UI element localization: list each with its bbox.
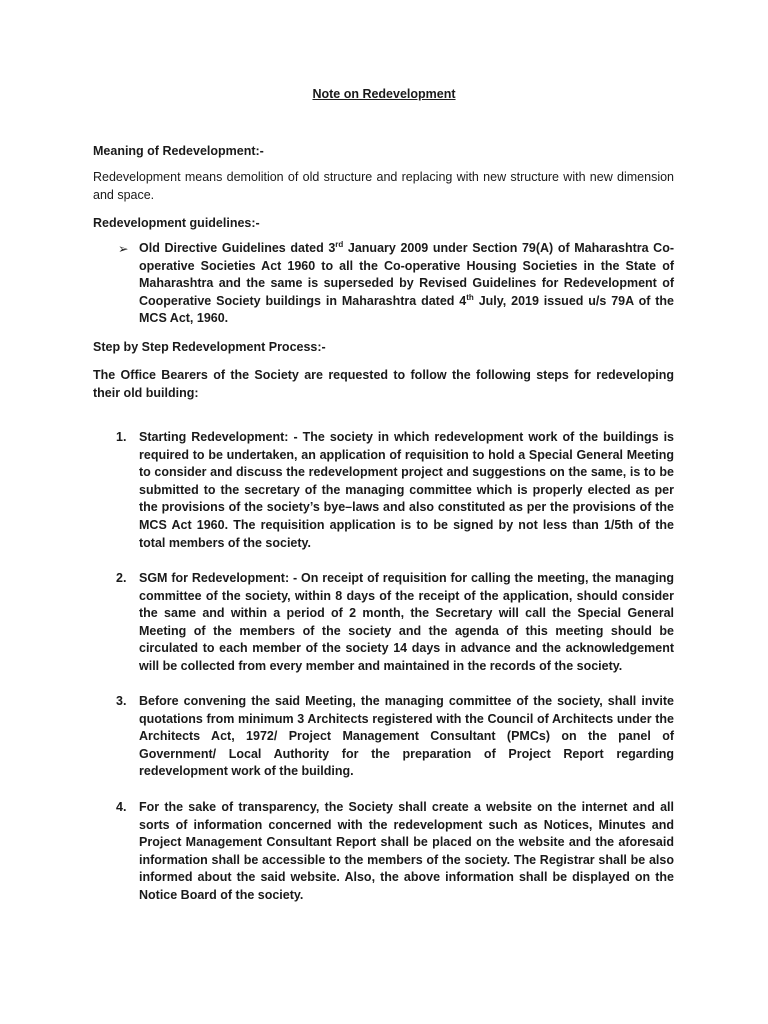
guideline-superscript: th [466,292,474,302]
meaning-heading: Meaning of Redevelopment:- [93,144,264,158]
guidelines-heading: Redevelopment guidelines:- [93,216,260,230]
steps-intro-paragraph: The Office Bearers of the Society are requested to follow the following steps for redeveloping their old building: [93,368,674,400]
list-item [139,429,674,552]
guideline-text-part: July, 2019 issued u/s 79A of the MCS Act, 1960. [139,293,674,326]
guideline-text-part: January 2009 under Section 79(A) of Maharashtra Co-operative Societies Act 1960 to all the Co-operative Housing Societies in the State of Maharashtra and the same is superseded by Revised Guidelines for Redevelopment of Cooperative Society buildings in Maharashtra dated 4 [139,241,674,308]
meaning-paragraph: Redevelopment means demolition of old structure and replacing with new structure with new dimension and space. [93,170,674,202]
list-item [139,693,674,781]
page-title: Note on Redevelopment [312,87,456,101]
list-item-number: 3. [116,694,127,708]
steps-heading: Step by Step Redevelopment Process:- [93,340,326,354]
guideline-paragraph [139,240,674,328]
list-item-text: For the sake of transparency, the Society shall create a website on the internet and all sorts of information concerned with the redevelopment such as Notices, Minutes and Project Management Consultant Report shall be placed on the website and the aforesaid information shall be accessible to the members of the society. The Registrar shall be also informed about the said website. Also, the above information shall be displayed on the Notice Board of the society. [139,800,674,902]
guideline-text-part: Old Directive Guidelines dated 3 [139,241,336,255]
list-item-lead: SGM for Redevelopment: [139,571,290,585]
bullet-arrow-icon: ➢ [118,242,129,256]
list-item [139,570,674,676]
guideline-superscript: rd [335,239,344,249]
list-item [139,799,674,905]
list-item-text: - On receipt of requisition for calling the meeting, the managing committee of the society, within 8 days of the receipt of the application, should consider the same and within a period of 2 month, the Secretary will call the Special General Meeting of the members of the society and the agenda of this meeting should be circulated to each member of the society 14 days in advance and the acknowledgement will be collected from every member and maintained in the records of the society. [139,571,674,673]
list-item-lead: Starting Redevelopment: [139,430,289,444]
list-item-text: - The society in which redevelopment work of the buildings is required to be undertaken, an application of requisition to hold a Special General Meeting to consider and discuss the redevelopment project and suggestions on the same, is to be submitted to the secretary of the managing committee which is properly elected as per the provisions of the society’s bye–laws and also constituted as per the provisions of the MCS Act 1960. The requisition application is to be signed by not less than 1/5th of the total members of the society. [139,430,675,550]
list-item-number: 1. [116,430,127,444]
list-item-number: 4. [116,800,127,814]
list-item-number: 2. [116,571,127,585]
list-item-text: Before convening the said Meeting, the managing committee of the society, shall invite quotations from minimum 3 Architects registered with the Council of Architects under the Architects Act, 1972/ Project Management Consultant (PMCs) on the panel of Government/ Local Authority for the preparation of Project Report regarding redevelopment work of the building. [139,694,674,779]
